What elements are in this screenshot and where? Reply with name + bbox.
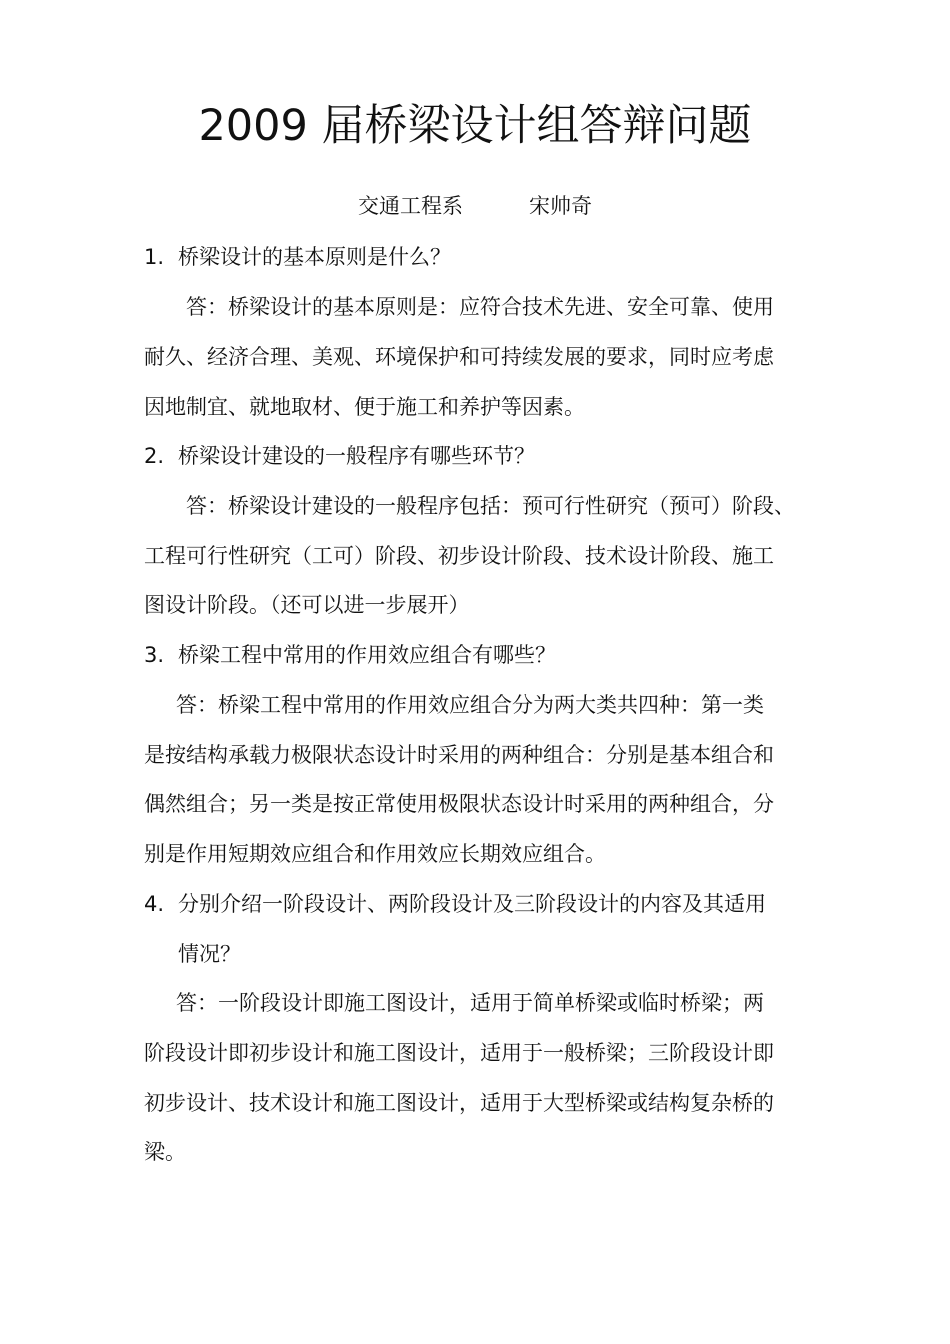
question-4: [144, 888, 810, 920]
question-number: 3.: [144, 643, 165, 667]
answer-4-line-2: 阶段设计即初步设计和施工图设计，适用于一般桥梁；三阶段设计即: [144, 1041, 774, 1065]
answer-3-line-4: 别是作用短期效应组合和作用效应长期效应组合。: [144, 842, 606, 866]
answer-1-line-2: 耐久、经济合理、美观、环境保护和可持续发展的要求，同时应考虑: [144, 345, 774, 369]
question-number: 2.: [144, 444, 165, 468]
question-text: 分别介绍一阶段设计、两阶段设计及三阶段设计的内容及其适用: [178, 892, 766, 916]
answer-3-line-2: 是按结构承载力极限状态设计时采用的两种组合：分别是基本组合和: [144, 743, 774, 767]
question-text: 桥梁设计建设的一般程序有哪些环节？: [178, 444, 535, 468]
answer-1-line-1: 答：桥梁设计的基本原则是：应符合技术先进、安全可靠、使用: [186, 295, 774, 319]
answer-2-line-1: 答：桥梁设计建设的一般程序包括：预可行性研究（预可）阶段、: [186, 494, 795, 518]
question-text: 桥梁工程中常用的作用效应组合有哪些？: [178, 643, 556, 667]
answer-4-line-1: 答：一阶段设计即施工图设计，适用于简单桥梁或临时桥梁；两: [176, 991, 764, 1015]
question-4-line-2: 情况？: [178, 942, 241, 966]
department-name: 交通工程系: [358, 194, 463, 218]
answer-4-line-4: 梁。: [144, 1140, 186, 1164]
answer-1-line-3: 因地制宜、就地取材、便于施工和养护等因素。: [144, 395, 585, 419]
answer-3-line-3: 偶然组合；另一类是按正常使用极限状态设计时采用的两种组合，分: [144, 792, 774, 816]
question-1: [144, 241, 810, 273]
question-3: [144, 639, 810, 671]
question-number: 4.: [144, 892, 165, 916]
byline: [0, 190, 950, 222]
answer-3-line-1: 答：桥梁工程中常用的作用效应组合分为两大类共四种：第一类: [176, 693, 764, 717]
answer-2-line-2: 工程可行性研究（工可）阶段、初步设计阶段、技术设计阶段、施工: [144, 544, 774, 568]
question-text: 桥梁设计的基本原则是什么？: [178, 245, 451, 269]
question-number: 1.: [144, 245, 165, 269]
document-title: 2009 届桥梁设计组答辩问题: [198, 101, 752, 151]
author-name: 宋帅奇: [529, 194, 592, 218]
question-2: [144, 440, 810, 472]
answer-4-line-3: 初步设计、技术设计和施工图设计，适用于大型桥梁或结构复杂桥的: [144, 1091, 774, 1115]
answer-2-line-3: 图设计阶段。（还可以进一步展开）: [144, 593, 470, 617]
